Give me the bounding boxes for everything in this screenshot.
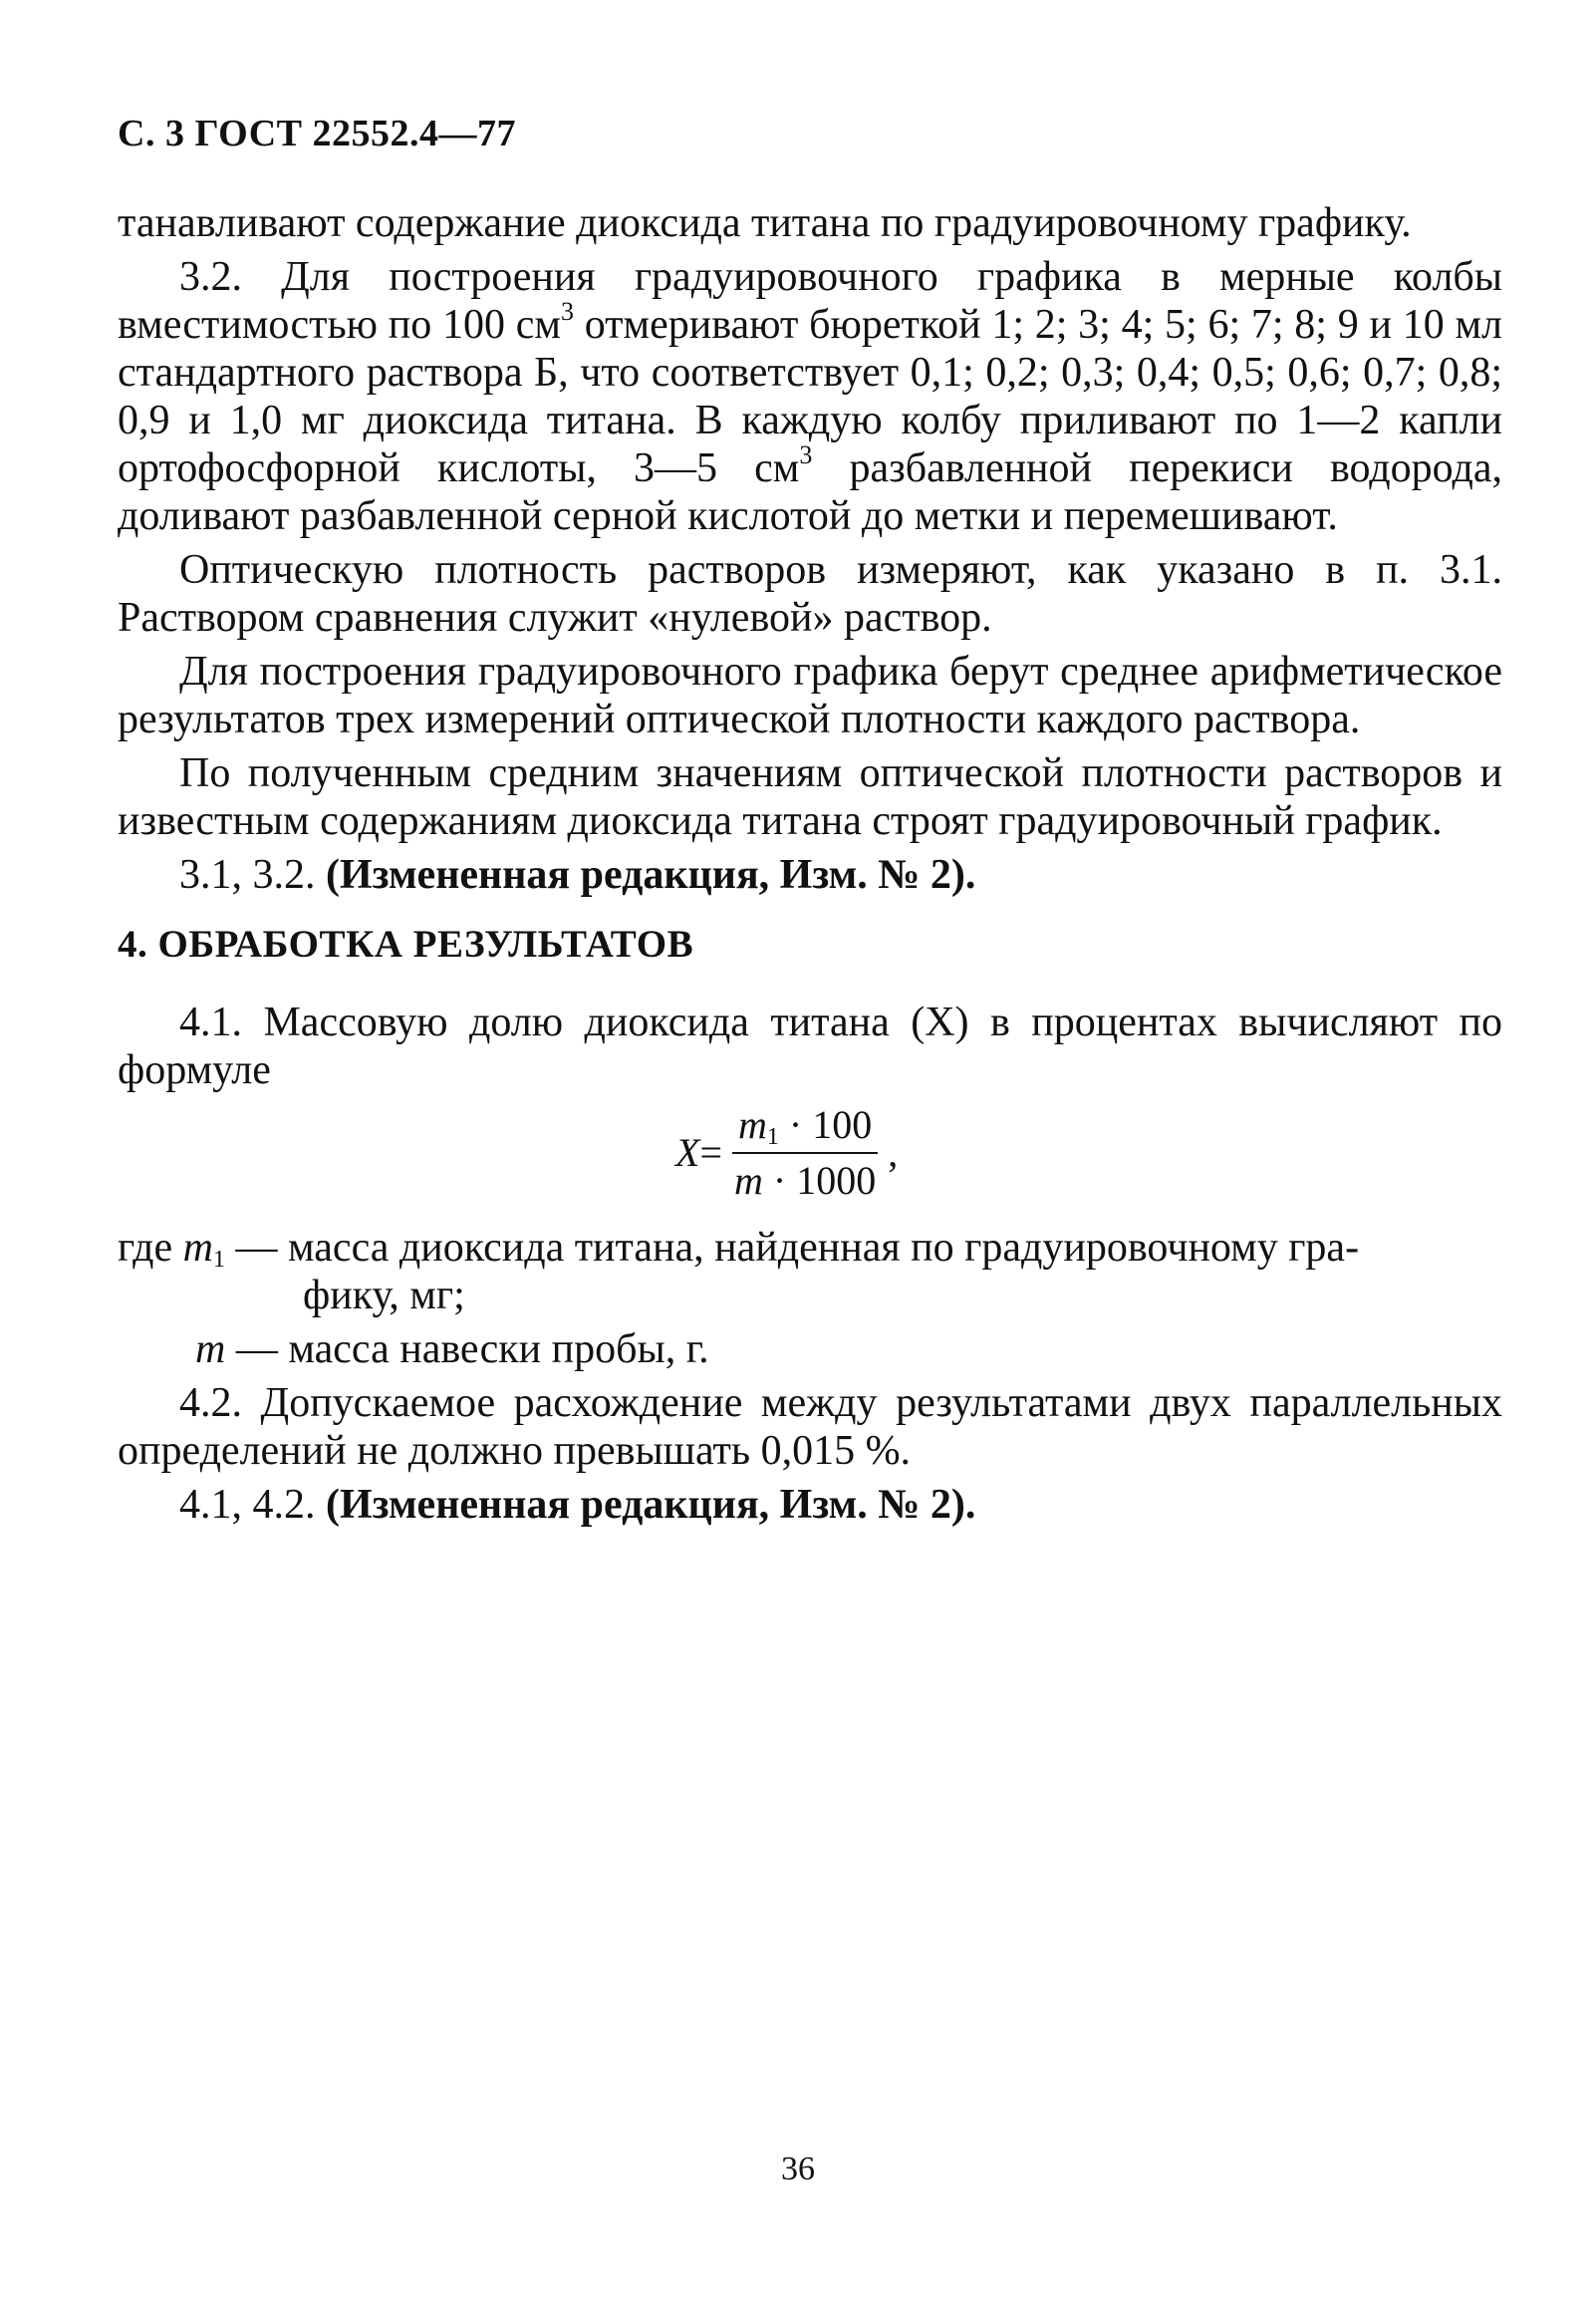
paragraph-text: разбавленной перекиси водорода, доливают разбавленной серной кислотой до метки и перемешивают. bbox=[118, 445, 1502, 539]
formula bbox=[675, 1102, 898, 1204]
superscript: 3 bbox=[799, 440, 813, 469]
formula-lhs: X bbox=[675, 1130, 700, 1175]
revision-note: (Измененная редакция, Изм. № 2). bbox=[326, 852, 976, 898]
paragraph-revision-note-3 bbox=[118, 851, 1502, 899]
superscript: 3 bbox=[560, 297, 574, 326]
formula-denominator bbox=[728, 1154, 882, 1204]
denominator-rest: · 1000 bbox=[762, 1158, 877, 1203]
where-label: где bbox=[118, 1225, 173, 1271]
var-m1: m bbox=[182, 1225, 213, 1271]
section-heading: 4. ОБРАБОТКА РЕЗУЛЬТАТОВ bbox=[118, 923, 694, 966]
paragraph-4-1 bbox=[118, 999, 1502, 1094]
var-m1-subscript: 1 bbox=[213, 1247, 225, 1273]
paragraph-text: По полученным средним значениям оптической плотности растворов и известным содержаниям диоксида титана строят градуировочный график. bbox=[118, 750, 1502, 844]
paragraph-text: Для построения градуировочного графика берут среднее арифметическое результатов трех измерений оптической плотности каждого раствора. bbox=[118, 649, 1502, 742]
paragraph-text: танавливают содержание диоксида титана по градуировочному графику. bbox=[118, 200, 1412, 246]
formula-fraction bbox=[728, 1102, 882, 1204]
paragraph-revision-note-4 bbox=[118, 1481, 1502, 1529]
denominator-variable: m bbox=[734, 1158, 763, 1203]
paragraph-optical-density bbox=[118, 546, 1502, 642]
page-number: 36 bbox=[781, 2151, 815, 2187]
paragraph-text: 4.1, 4.2. bbox=[179, 1482, 326, 1528]
numerator-subscript: 1 bbox=[766, 1124, 779, 1150]
formula-equals: = bbox=[699, 1130, 722, 1175]
revision-note: (Измененная редакция, Изм. № 2). bbox=[326, 1482, 976, 1528]
definition-m1-line bbox=[118, 1224, 1502, 1272]
paragraph-text: отмеривают бюреткой 1; 2; 3; 4; 5; 6; 7; 8; 9 и 10 мл стандартного раствора Б, что соответствует 0,1; 0,2; 0,3; 0,4; 0,5; 0,6; 0,7; 0,8; 0,9 и 1,0 мг диоксида титана. В каждую колбу приливают по 1—2 капли ортофосфорной кислоты, 3—5 см bbox=[118, 302, 1502, 491]
definition-continuation: фику, мг; bbox=[303, 1273, 465, 1318]
definition-m bbox=[118, 1325, 1502, 1373]
paragraph-calibration-build bbox=[118, 749, 1502, 845]
paragraph-continuation bbox=[118, 199, 1502, 247]
definition-text: — масса диоксида титана, найденная по градуировочному гра- bbox=[225, 1225, 1360, 1271]
paragraph-text: 3.1, 3.2. bbox=[179, 852, 326, 898]
paragraph-calibration-average bbox=[118, 648, 1502, 743]
paragraph-4-2 bbox=[118, 1379, 1502, 1475]
formula-numerator bbox=[732, 1102, 878, 1154]
paragraph-3-2 bbox=[118, 253, 1502, 540]
definition-text: — масса навески пробы, г. bbox=[225, 1326, 709, 1372]
document-body bbox=[118, 199, 1502, 1535]
numerator-rest: · 100 bbox=[778, 1102, 873, 1147]
numerator-variable: m bbox=[738, 1102, 767, 1147]
paragraph-text: 4.1. Массовую долю диоксида титана (X) в процентах вычисляют по формуле bbox=[118, 1000, 1502, 1093]
page-header: С. 3 ГОСТ 22552.4—77 bbox=[118, 113, 516, 154]
paragraph-text: 4.2. Допускаемое расхождение между результатами двух параллельных определений не должно превышать 0,015 %. bbox=[118, 1380, 1502, 1474]
paragraph-text: 3.2. Для построения градуировочного графика в мерные колбы вместимостью по 100 см bbox=[118, 254, 1502, 348]
var-m: m bbox=[195, 1326, 226, 1372]
formula-comma: , bbox=[888, 1130, 899, 1175]
paragraph-text: Оптическую плотность растворов измеряют, как указано в п. 3.1. Раствором сравнения служит «нулевой» раствор. bbox=[118, 547, 1502, 641]
formula-block bbox=[118, 1102, 1502, 1214]
definition-m1 bbox=[118, 1224, 1502, 1319]
